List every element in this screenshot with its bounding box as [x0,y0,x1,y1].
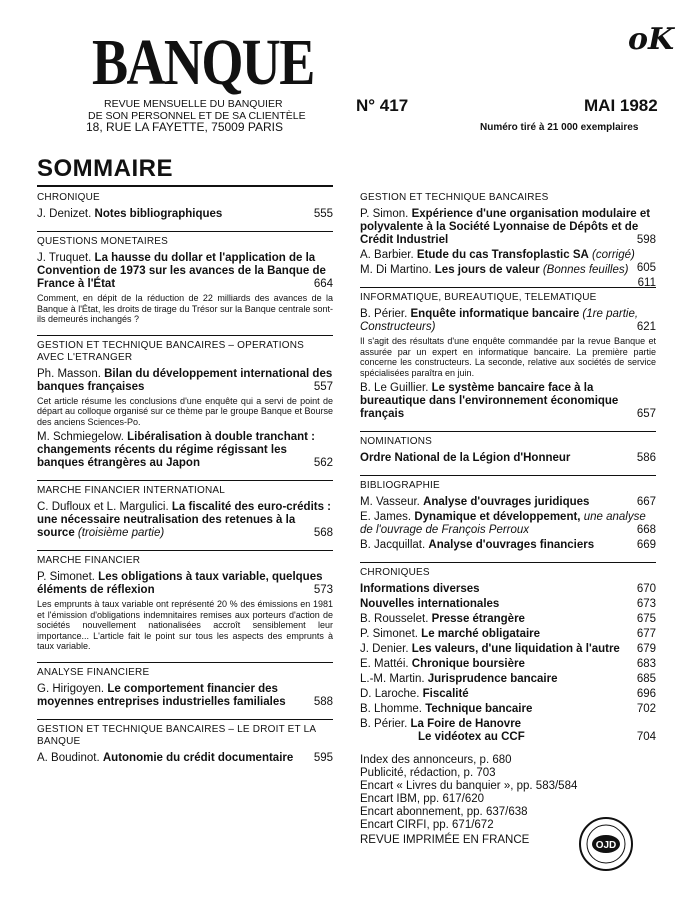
toc-entry[interactable] [360,703,656,716]
pg: 586 [636,452,656,464]
title: Les valeurs, d'une liquidation à l'autre [411,643,620,655]
pg: 679 [636,643,656,655]
note: (Bonnes feuilles) [542,264,629,276]
issue-date: MAI 1982 [584,96,658,115]
toc-entry[interactable] [37,752,333,765]
masthead-title: BANQUE [92,26,314,99]
footer-line: Encart abonnement, pp. 637/638 [360,806,528,818]
title: Presse étrangère [431,613,525,625]
author: J. Truquet. [37,252,92,264]
toc-entry[interactable] [360,688,656,701]
section-questions-monetaires [37,236,333,325]
section-rule [360,562,656,563]
section-heading: GESTION ET TECHNIQUE BANCAIRES – LE DROIT ET LA BANQUE [37,723,316,747]
footer-line: Encart IBM, pp. 617/620 [360,793,485,805]
pg: 667 [636,496,656,508]
author: M. Schmiegelow. [37,431,124,443]
author: B. Rousselet. [360,613,429,625]
section-nominations [360,436,656,465]
title: Le marché obligataire [421,628,541,640]
author: J. Denier. [360,643,409,655]
pg: 568 [313,527,333,539]
toc-entry[interactable] [37,208,333,221]
section-heading: BIBLIOGRAPHIE [360,480,440,491]
section-heading: GESTION ET TECHNIQUE BANCAIRES – OPERATIONS AVEC L'ETRANGER [37,339,304,363]
author: J. Denizet. [37,208,92,220]
pg: 704 [636,731,656,743]
title: Bilan du développement international des banques françaises [37,367,333,393]
title: Dynamique et développement, [414,511,581,523]
title: Libéralisation à double tranchant : changements récents du régime régissant les banques étrangères au Japon [37,431,315,469]
section-rule [37,335,333,336]
author: P. Simon. [360,208,409,220]
section-heading: ANALYSE FINANCIERE [37,666,150,678]
left-column [37,192,333,775]
section-heading: CHRONIQUE [37,192,100,203]
footer-line: Encart CIRFI, pp. 671/672 [360,819,494,831]
pg: 670 [636,583,656,595]
author: Ph. Masson. [37,367,101,380]
abstract: Comment, en dépit de la réduction de 22 milliards des avances de la Banque à l'État, les droits de tirage du Trésor sur la Banque centrale sont-ils demeurés inchangés ? [37,293,333,324]
author: B. Le Guillier. [360,382,429,394]
section-rule [37,719,333,720]
author: B. Périer. [360,308,408,320]
title-2: Le vidéotex au CCF [418,731,525,743]
title: Ordre National de la Légion d'Honneur [360,452,571,464]
title: Les jours de valeur [434,264,540,276]
pg: 664 [313,278,333,290]
note: (troisième partie) [77,527,165,539]
pg: 573 [313,584,333,596]
toc-entry[interactable] [360,511,656,537]
sommaire-rule [37,185,333,187]
pg: 685 [636,673,656,685]
abstract: Il s'agit des résultats d'une enquête commandée par la revue Banque et assurée par un expert en informatique bancaire. La première partie concerne les constructeurs. La seconde, relative aux sociétés de service spécialisées paraîtra en juin. [360,336,656,378]
ok-handwritten-mark: oK [628,22,675,57]
pg: 677 [636,628,656,640]
section-heading: QUESTIONS MONETAIRES [37,236,169,247]
toc-entry[interactable] [37,501,333,540]
toc-entry[interactable] [37,252,333,291]
section-rule [37,662,333,663]
toc-entry[interactable] [360,628,656,641]
author: P. Simonet. [37,571,95,583]
author: P. Simonet. [360,628,418,640]
title: Etude du cas Transfoplastic SA [416,249,589,261]
toc-entry[interactable] [37,683,333,709]
toc-entry[interactable] [360,643,656,656]
section-chroniques [360,567,656,744]
title: Technique bancaire [425,703,533,715]
section-rule [37,550,333,551]
pg: 588 [313,695,333,708]
title: Informations diverses [360,583,480,595]
section-heading: CHRONIQUES [360,567,430,578]
pg: 683 [636,658,656,670]
title: Expérience d'une organisation modulaire et polyvalente à la Société Lyonnaise de Dépôts et de Crédit Industriel [360,208,651,246]
section-heading: NOMINATIONS [360,436,433,447]
author: B. Jacquillat. [360,539,426,551]
section-analyse-financiere [37,667,333,709]
pg: 668 [636,524,656,536]
title: Nouvelles internationales [360,598,500,610]
sommaire-heading: SOMMAIRE [37,155,173,182]
pg: 562 [313,457,333,469]
print-run: Numéro tiré à 21 000 exemplaires [480,122,639,133]
toc-entry[interactable] [360,382,656,421]
pg: 702 [636,703,656,715]
toc-entry[interactable] [37,368,333,394]
right-column [360,192,656,847]
author: B. Périer. [360,718,408,730]
section-bibliographie [360,480,656,552]
abstract: Les emprunts à taux variable ont représenté 20 % des émissions en 1981 et l'émission d'obligations indemnitaires remises aux porteurs d'action de sociétés nouvellement nationalisées accroît sensiblement leur importance... L'article fait le point sur tous les aspects des emprunts à taux variable. [37,599,333,651]
toc-entry[interactable] [360,539,656,552]
section-rule [360,287,656,288]
footer-line: Publicité, rédaction, p. 703 [360,767,496,779]
author: L.-M. Martin. [360,673,425,685]
author: G. Hirigoyen. [37,682,105,695]
pg: 621 [636,321,656,333]
pg: 598 [636,234,656,246]
section-heading: MARCHE FINANCIER INTERNATIONAL [37,485,226,496]
toc-entry[interactable] [360,264,656,289]
title: Autonomie du crédit documentaire [102,751,294,764]
section-chronique [37,192,333,221]
section-rule [360,431,656,432]
toc-entry[interactable] [37,431,333,470]
section-heading: INFORMATIQUE, BUREAUTIQUE, TELEMATIQUE [360,292,597,303]
note: une analyse de l'ouvrage de François Perroux [360,511,646,536]
title: La hausse du dollar et l'application de la Convention de 1973 sur les avances de la Banque de France à l'État [37,252,326,290]
pg: 555 [313,208,333,220]
title: Enquête informatique bancaire [410,308,580,320]
abstract: Cet article résume les conclusions d'une enquête qui a servi de point de départ au colloque organisé sur ce thème par le groupe Banque et Bourse des anciens Sciences-Po. [37,395,333,427]
section-informatique [360,292,656,421]
author: E. James. [360,511,412,523]
pg: 696 [636,688,656,700]
section-rule [360,475,656,476]
toc-entry[interactable] [37,571,333,597]
title: Le système bancaire face à la bureautique dans l'environnement économique français [360,382,619,420]
title: Notes bibliographiques [94,208,223,220]
toc-entry[interactable] [360,613,656,626]
toc-entry[interactable] [360,583,656,596]
section-operations-etranger [37,340,333,471]
author: D. Laroche. [360,688,420,700]
pg: 595 [313,751,333,764]
author: A. Boudinot. [37,751,100,764]
author: E. Mattéi. [360,658,409,670]
note: (1re partie, Constructeurs) [360,308,639,333]
ojd-stamp-icon [578,816,634,872]
toc-entry[interactable] [360,208,656,247]
title: Les obligations à taux variable, quelques éléments de réflexion [37,571,323,596]
author: M. Di Martino. [360,264,432,276]
toc-entry[interactable] [360,496,656,509]
author: A. Barbier. [360,249,414,261]
footer-line: Encart « Livres du banquier », pp. 583/584 [360,780,578,792]
pg: 669 [636,539,656,551]
pg: 657 [636,408,656,420]
toc-entry[interactable] [360,658,656,671]
title: Chronique boursière [411,658,525,670]
pg: 557 [313,380,333,393]
section-droit-banque [37,724,333,765]
section-gestion-technique [360,192,656,289]
section-marche-financier-international [37,485,333,540]
pg: 675 [636,613,656,625]
svg-text:OJD: OJD [595,840,617,851]
masthead-address: 18, RUE LA FAYETTE, 75009 PARIS [86,120,283,134]
author: B. Lhomme. [360,703,422,715]
author: C. Dufloux et L. Margulici. [37,501,169,513]
title: Jurisprudence bancaire [427,673,558,685]
note: (corrigé) [592,249,635,261]
toc-entry[interactable] [360,308,656,334]
issue-number: N° 417 [356,96,409,115]
pg: 611 [637,277,656,289]
pg: 673 [636,598,656,610]
section-rule [37,480,333,481]
masthead-subtitle-2: DE SON PERSONNEL ET DE SA CLIENTÈLE [88,110,306,122]
title: La fiscalité des euro-crédits : une nécessaire neutralisation des retenues à la source [37,501,332,539]
masthead-subtitle-1: REVUE MENSUELLE DU BANQUIER [104,98,283,110]
section-marche-financier [37,555,333,652]
title: Le comportement financier des moyennes entreprises industrielles familiales [37,682,286,708]
title: Analyse d'ouvrages juridiques [423,496,590,508]
toc-entry[interactable] [360,598,656,611]
author: M. Vasseur. [360,496,420,508]
footer-line: REVUE IMPRIMÉE EN FRANCE [360,834,530,846]
toc-entry[interactable] [360,718,656,744]
footer-line: Index des annonceurs, p. 680 [360,754,512,766]
section-heading: MARCHE FINANCIER [37,555,141,566]
pg: 605 [636,262,656,274]
section-heading: GESTION ET TECHNIQUE BANCAIRES [360,192,549,203]
title: Fiscalité [422,688,469,700]
toc-entry[interactable] [360,452,656,465]
title: La Foire de Hanovre [410,718,522,730]
section-rule [37,231,333,232]
toc-entry[interactable] [360,673,656,686]
title: Analyse d'ouvrages financiers [428,539,595,551]
